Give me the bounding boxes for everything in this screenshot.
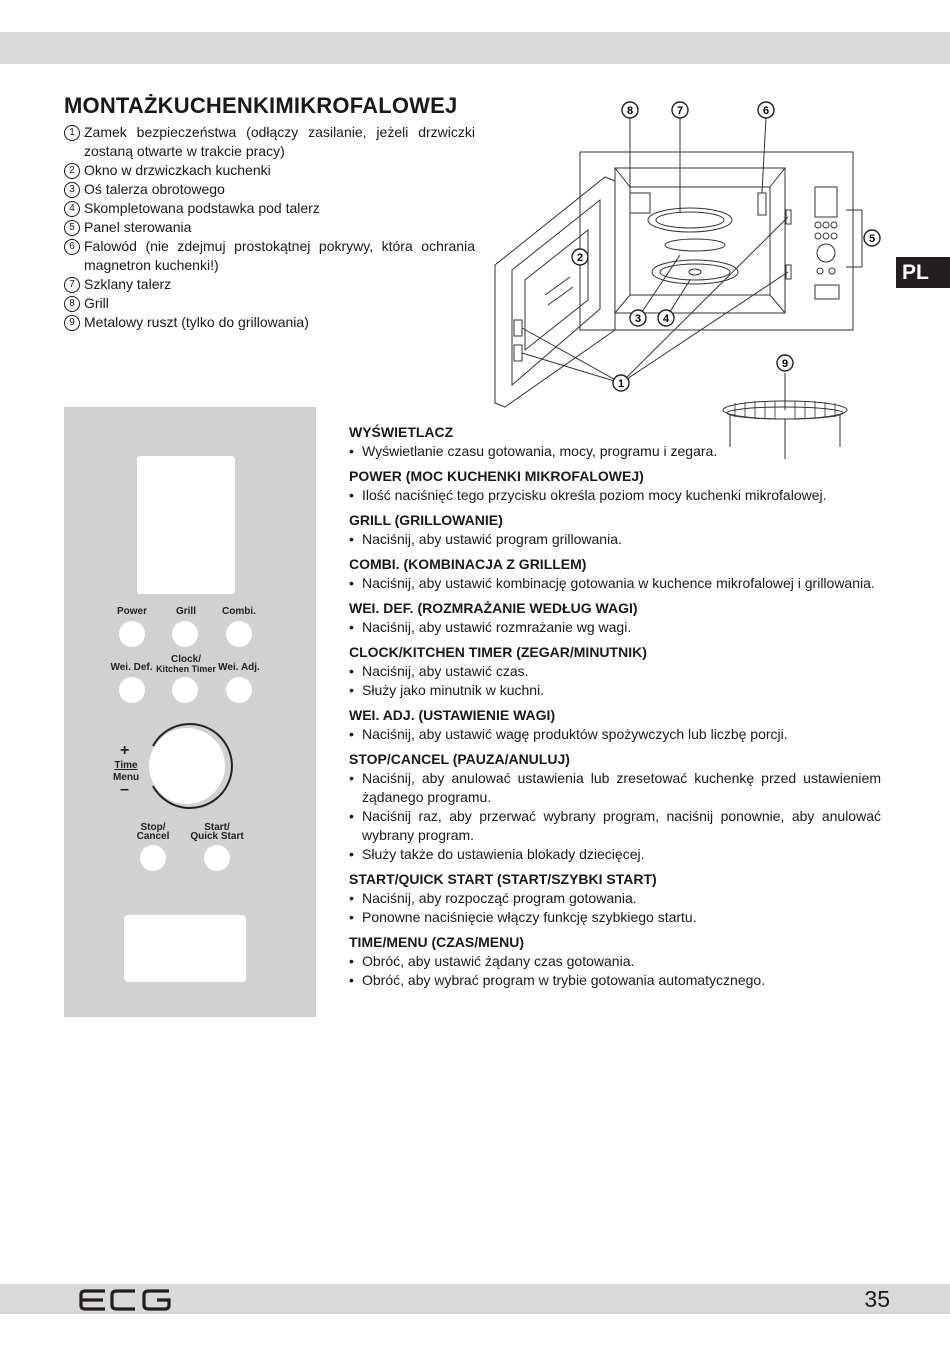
button-descriptions — [349, 423, 881, 996]
stop-label-line1: Stop/ — [140, 822, 166, 833]
part-item — [64, 275, 475, 294]
part-number: 6 — [64, 239, 80, 255]
dial-menu-label: Menu — [112, 772, 140, 783]
part-item — [64, 199, 475, 218]
description-title: START/QUICK START (START/SZYBKI START) — [349, 871, 657, 887]
bullet: • — [349, 953, 354, 969]
description-list — [349, 486, 881, 505]
bullet: • — [349, 531, 354, 547]
dial-time-label: Time — [114, 760, 138, 771]
part-number: 7 — [64, 277, 80, 293]
description-item — [349, 681, 881, 700]
description-list — [349, 618, 881, 637]
description-title: TIME/MENU (CZAS/MENU) — [349, 934, 524, 950]
description-title: STOP/CANCEL (PAUZA/ANULUJ) — [349, 751, 570, 767]
start-quick-start-button[interactable] — [204, 845, 230, 871]
callout-1 — [613, 375, 629, 391]
part-text: Grill — [84, 295, 109, 311]
description-text: Naciśnij raz, aby przerwać wybrany program, naciśnij ponownie, aby anulować wybrany program. — [362, 808, 881, 843]
callout-label: 1 — [617, 378, 625, 390]
description-section — [349, 750, 881, 864]
part-number: 2 — [64, 163, 80, 179]
description-text: Naciśnij, aby rozpocząć program gotowania. — [362, 890, 637, 906]
bullet: • — [349, 682, 354, 698]
part-text: Okno w drzwiczkach kuchenki — [84, 162, 271, 178]
part-number: 4 — [64, 201, 80, 217]
description-item — [349, 530, 881, 549]
description-title: GRILL (GRILLOWANIE) — [349, 512, 503, 528]
callout-6 — [758, 102, 774, 118]
part-item — [64, 161, 475, 180]
clock-label-line2: Kitchen Timer — [156, 664, 216, 674]
bullet: • — [349, 808, 354, 824]
description-section — [349, 706, 881, 744]
bullet: • — [349, 770, 354, 786]
description-list — [349, 442, 881, 461]
panel-display — [137, 456, 235, 594]
dial-plus: + — [120, 742, 130, 759]
callout-label: 6 — [762, 105, 770, 117]
roller-ring — [665, 239, 725, 251]
part-item — [64, 123, 475, 161]
microwave-diagram — [490, 95, 890, 465]
callout-2 — [572, 249, 588, 265]
description-list — [349, 662, 881, 700]
ecg-logo — [79, 1289, 171, 1311]
callout-4 — [658, 310, 674, 326]
waveguide-cover — [758, 193, 766, 215]
bullet: • — [349, 972, 354, 988]
callout-3 — [630, 310, 646, 326]
description-title: POWER (MOC KUCHENKI MIKROFALOWEJ) — [349, 468, 644, 484]
callout-7 — [672, 102, 688, 118]
callout-label: 5 — [868, 233, 876, 245]
bullet: • — [349, 846, 354, 862]
grill-element — [630, 193, 650, 213]
diagram-display — [815, 187, 837, 217]
header-band — [0, 32, 950, 64]
description-item — [349, 889, 881, 908]
description-title: WYŚWIETLACZ — [349, 424, 454, 440]
dial-minus: – — [120, 781, 129, 798]
description-section — [349, 555, 881, 593]
description-text: Służy jako minutnik w kuchni. — [362, 682, 545, 698]
description-text: Naciśnij, aby anulować ustawienia lub zresetować kuchenkę przed ustawieniem żądanego programu. — [362, 770, 881, 805]
description-text: Ilość naciśnięć tego przycisku określa poziom mocy kuchenki mikrofalowej. — [362, 487, 827, 503]
description-text: Służy także do ustawienia blokady dziecięcej. — [362, 846, 645, 862]
part-text: Zamek bezpieczeństwa (odłączy zasilanie, jeżeli drzwiczki zostaną otwarte w trakcie pracy) — [84, 124, 475, 159]
description-section — [349, 870, 881, 927]
description-item — [349, 908, 881, 927]
bullet: • — [349, 575, 354, 591]
grill-button[interactable] — [172, 621, 198, 647]
clock-label-line1: Clock/ — [170, 654, 201, 665]
part-text: Panel sterowania — [84, 219, 192, 235]
parts-list — [64, 123, 475, 332]
description-text: Naciśnij, aby ustawić program grillowania. — [362, 531, 622, 547]
part-number: 3 — [64, 182, 80, 198]
description-section — [349, 643, 881, 700]
description-list — [349, 952, 881, 990]
clock-kitchen-timer-button[interactable] — [172, 677, 198, 703]
description-list — [349, 769, 881, 864]
description-text: Naciśnij, aby ustawić rozmrażanie wg wagi. — [362, 619, 632, 635]
part-number: 9 — [64, 315, 80, 331]
part-item — [64, 294, 475, 313]
callout-label: 7 — [676, 105, 684, 117]
description-item — [349, 442, 881, 461]
description-text: Naciśnij, aby ustawić wagę produktów spożywczych lub liczbę porcji. — [362, 726, 788, 742]
part-text: Metalowy ruszt (tylko do grillowania) — [84, 314, 309, 330]
part-item — [64, 180, 475, 199]
description-item — [349, 662, 881, 681]
start-label-line1: Start/ — [204, 822, 230, 833]
description-title: WEI. ADJ. (USTAWIENIE WAGI) — [349, 707, 556, 723]
time-menu-dial[interactable] — [149, 728, 225, 804]
part-number: 8 — [64, 296, 80, 312]
bullet: • — [349, 909, 354, 925]
description-text: Wyświetlanie czasu gotowania, mocy, programu i zegara. — [362, 443, 718, 459]
description-title: COMBI. (KOMBINACJA Z GRILLEM) — [349, 556, 587, 572]
combi-button[interactable] — [226, 621, 252, 647]
door-outline — [495, 177, 615, 407]
wei-def-button[interactable] — [119, 677, 145, 703]
callout-label: 8 — [626, 105, 634, 117]
description-item — [349, 769, 881, 807]
part-text: Szklany talerz — [84, 276, 172, 292]
part-text: Oś talerza obrotowego — [84, 181, 225, 197]
callout-label: 4 — [662, 313, 670, 325]
description-item — [349, 845, 881, 864]
callout-label: 3 — [634, 313, 642, 325]
bullet: • — [349, 663, 354, 679]
bullet: • — [349, 619, 354, 635]
description-text: Ponowne naciśnięcie włączy funkcję szybkiego startu. — [362, 909, 697, 925]
description-text: Obróć, aby wybrać program w trybie gotowania automatycznego. — [362, 972, 766, 988]
bullet: • — [349, 726, 354, 742]
description-text: Naciśnij, aby ustawić kombinację gotowania w kuchence mikrofalowej i grillowania. — [362, 575, 875, 591]
description-item — [349, 725, 881, 744]
part-text: Falowód (nie zdejmuj prostokątnej pokrywy, która ochrania magnetron kuchenki!) — [84, 238, 475, 273]
description-title: CLOCK/KITCHEN TIMER (ZEGAR/MINUTNIK) — [349, 644, 647, 660]
description-section — [349, 423, 881, 461]
power-label: Power — [116, 606, 147, 617]
combi-label: Combi. — [222, 606, 256, 617]
control-panel — [64, 407, 316, 1017]
bullet: • — [349, 890, 354, 906]
description-list — [349, 530, 881, 549]
section-title: MONTAŻKUCHENKIMIKROFALOWEJ — [64, 93, 458, 118]
description-text: Naciśnij, aby ustawić czas. — [362, 663, 529, 679]
part-number: 5 — [64, 220, 80, 236]
description-list — [349, 574, 881, 593]
part-item — [64, 237, 475, 275]
description-list — [349, 725, 881, 744]
stop-cancel-button[interactable] — [140, 845, 166, 871]
description-section — [349, 933, 881, 990]
description-item — [349, 486, 881, 505]
description-section — [349, 467, 881, 505]
description-section — [349, 599, 881, 637]
bullet: • — [349, 487, 354, 503]
part-text: Skompletowana podstawka pod talerz — [84, 200, 320, 216]
language-tab: PL — [896, 257, 950, 288]
description-item — [349, 971, 881, 990]
start-label-line2: Quick Start — [190, 831, 244, 842]
description-item — [349, 574, 881, 593]
description-text: Obróć, aby ustawić żądany czas gotowania. — [362, 953, 635, 969]
callout-label: 2 — [576, 252, 584, 264]
description-title: WEI. DEF. (ROZMRAŻANIE WEDŁUG WAGI) — [349, 600, 638, 616]
description-list — [349, 889, 881, 927]
part-item — [64, 218, 475, 237]
wei-adj-button[interactable] — [226, 677, 252, 703]
description-item — [349, 807, 881, 845]
description-item — [349, 618, 881, 637]
description-section — [349, 511, 881, 549]
page-number: 35 — [864, 1286, 890, 1312]
callout-label: 9 — [781, 358, 789, 370]
wei-def-label: Wei. Def. — [110, 662, 153, 673]
stop-label-line2: Cancel — [136, 831, 170, 842]
bullet: • — [349, 443, 354, 459]
power-button[interactable] — [119, 621, 145, 647]
callout-5 — [864, 230, 880, 246]
door-open-button[interactable] — [124, 915, 246, 982]
grill-label: Grill — [175, 606, 196, 617]
callout-8 — [622, 102, 638, 118]
wei-adj-label: Wei. Adj. — [218, 662, 260, 673]
part-number: 1 — [64, 125, 80, 141]
description-item — [349, 952, 881, 971]
part-item — [64, 313, 475, 332]
callout-9 — [777, 355, 793, 371]
